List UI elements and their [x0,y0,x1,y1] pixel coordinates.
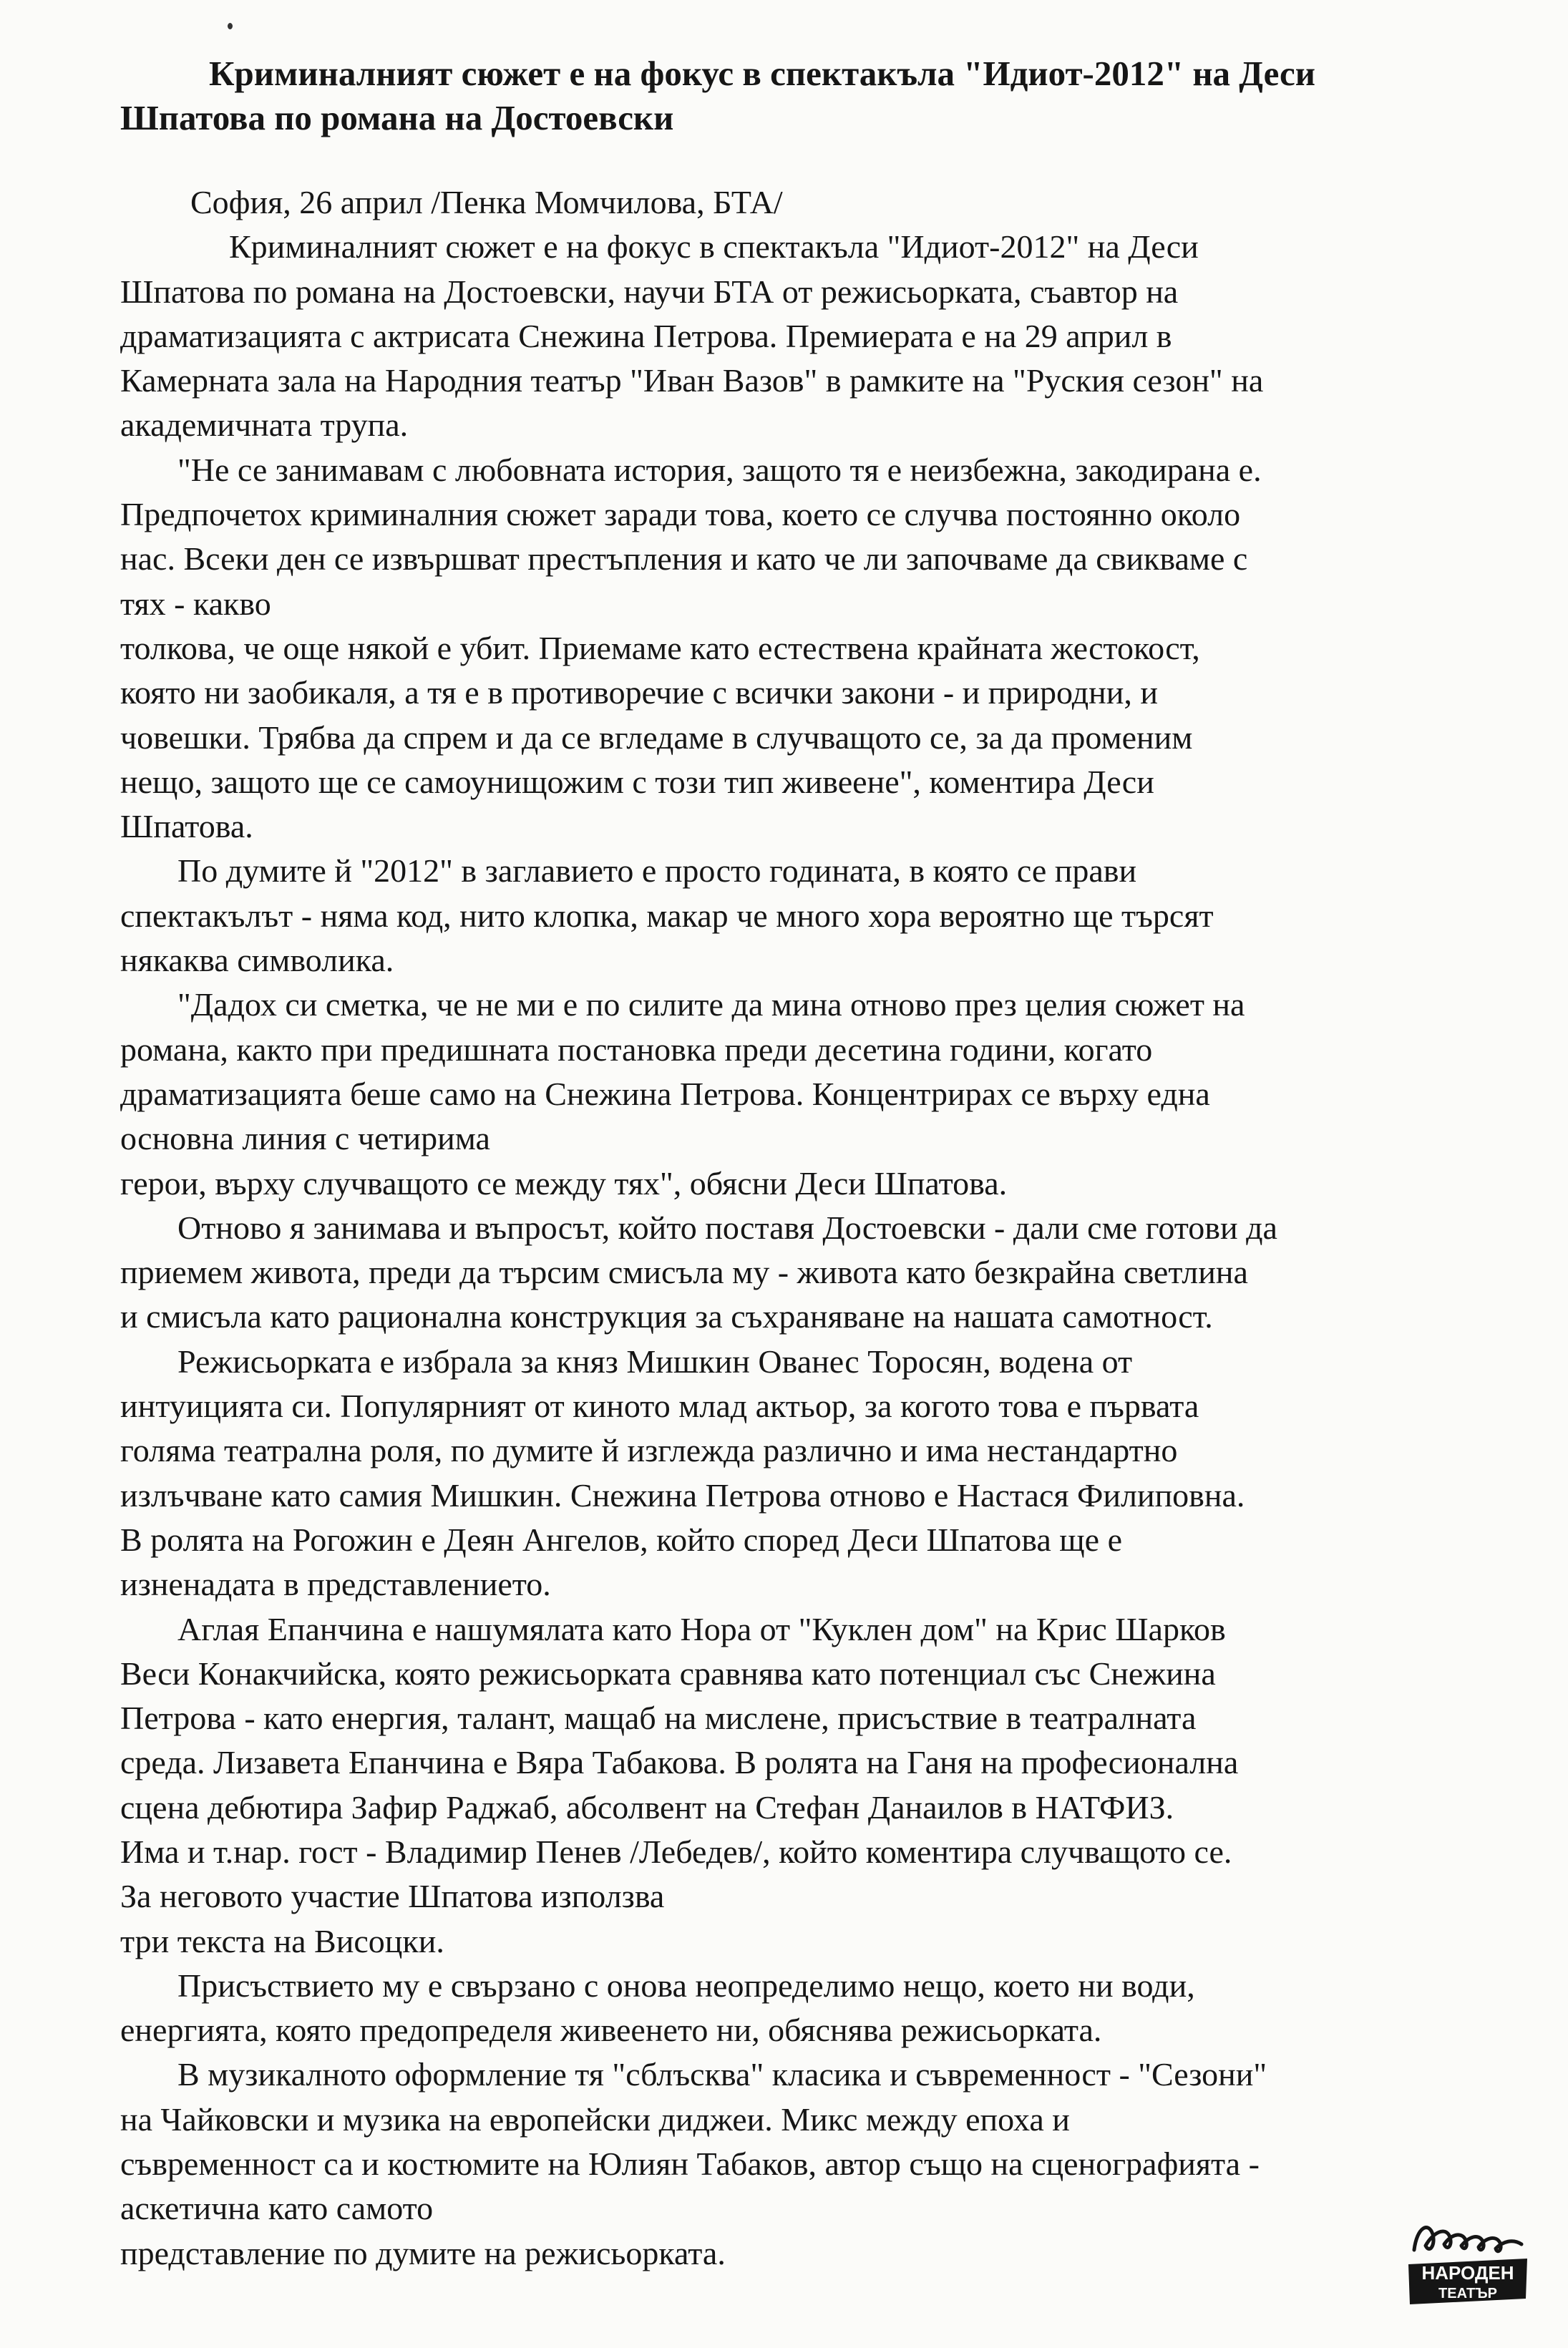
body-line: човешки. Трябва да спрем и да се вгледаме в случващото се, за да променим [120,718,1193,756]
body-line: Шпатова по романа на Достоевски, научи БТА от режисьорката, съавтор на [120,273,1179,310]
body-line: драматизацията беше само на Снежина Петрова. Концентрирах се върху една [120,1075,1210,1112]
stamp-line-2: ТЕАТЪР [1438,2286,1497,2301]
body-line: на Чайковски и музика на европейски диджеи. Микс между епоха и [120,2100,1070,2138]
dateline: София, 26 април /Пенка Момчилова, БТА/ [190,184,783,220]
body-line: три текста на Висоцки. [120,1922,444,1959]
article-body [120,180,1480,2276]
body-line: "Дадох си сметка, че не ми е по силите да мина отново през целия сюжет на [177,986,1245,1023]
body-line: представление по думите на режисьорката. [120,2234,726,2271]
theatre-logo [1404,2213,1532,2322]
body-line: нещо, защото ще се самоунищожим с този тип живеене", коментира Деси [120,763,1154,800]
body-line: интуицията си. Популярният от киното млад актьор, за когото това е първата [120,1388,1199,1425]
body-line: изненадата в представлението. [120,1566,551,1603]
body-line: Петрова - като енергия, талант, мащаб на мислене, присъствие в театралната [120,1700,1197,1737]
body-line: академичната трупа. [120,406,409,444]
headline-line-1: Криминалният сюжет е на фокус в спектакъла "Идиот-2012" на Деси [209,54,1315,93]
body-line: Има и т.нар. гост - Владимир Пенев /Лебедев/, който коментира случващото се. [120,1833,1232,1870]
body-line: Отново я занимава и въпросът, който поставя Достоевски - дали сме готови да [177,1209,1277,1246]
body-line: която ни заобикаля, а тя е в противоречие с всички закони - и природни, и [120,674,1158,711]
body-line: съвременност са и костюмите на Юлиян Табаков, автор също на сценографията - [120,2145,1260,2183]
body-line: В музикалното оформление тя "сблъсква" класика и съвременност - "Сезони" [177,2056,1267,2093]
stamp-line-1: НАРОДЕН [1421,2262,1514,2284]
body-line: По думите й "2012" в заглавието е просто годината, в която се прави [177,852,1137,890]
body-line: Шпатова. [120,808,253,845]
body-line: основна линия с четирима [120,1120,490,1157]
body-line: Камерната зала на Народния театър "Иван Вазов" в рамките на "Руския сезон" на [120,362,1264,399]
body-line: някаква символика. [120,942,394,979]
body-line: среда. Лизавета Епанчина е Вяра Табакова. В ролята на Ганя на професионална [120,1744,1239,1781]
body-line: тях - какво [120,585,271,622]
body-line: излъчване като самия Мишкин. Снежина Петрова отново е Настася Филиповна. [120,1476,1245,1514]
headline [120,52,1480,140]
body-line: аскетична като самото [120,2190,434,2227]
body-line: нас. Всеки ден се извършват престъпления и като че ли започваме да свикваме с [120,540,1248,578]
theatre-logo-graphic [1404,2213,1532,2322]
body-line: приемем живота, преди да търсим смисъла му - живота като безкрайна светлина [120,1254,1248,1291]
signature-mark [1414,2228,1521,2251]
scan-speck [228,23,233,29]
body-line: спектакълът - няма код, нито клопка, макар че много хора вероятно ще търсят [120,897,1214,934]
body-line: "Не се занимавам с любовната история, защото тя е неизбежна, закодирана е. [177,451,1262,488]
body-line: Веси Конакчийска, която режисьорката сравнява като потенциал със Снежина [120,1655,1216,1692]
body-line: В ролята на Рогожин е Деян Ангелов, който според Деси Шпатова ще е [120,1521,1123,1558]
body-line: Аглая Епанчина е нашумялата като Нора от "Куклен дом" на Крис Шарков [177,1610,1226,1647]
body-line: Режисьорката е избрала за княз Мишкин Ованес Торосян, водена от [177,1343,1133,1380]
body-line: голяма театрална роля, по думите й изглежда различно и има нестандартно [120,1432,1178,1469]
body-line: Предпочетох криминалния сюжет заради това, което се случва постоянно около [120,496,1241,533]
body-line: герои, върху случващото се между тях", обясни Деси Шпатова. [120,1164,1008,1202]
body-line: сцена дебютира Зафир Раджаб, абсолвент на Стефан Данаилов в НАТФИЗ. [120,1788,1174,1826]
headline-line-2: Шпатова по романа на Достоевски [120,98,674,137]
body-line: и смисъла като рационална конструкция за съхраняване на нашата самотност. [120,1298,1213,1335]
body-line: Присъствието му е свързано с онова неопределимо нещо, което ни води, [177,1967,1195,2004]
body-line: Криминалният сюжет е на фокус в спектакъла "Идиот-2012" на Деси [229,228,1199,266]
body-line: енергията, която предопределя живеенето ни, обяснява режисьорката. [120,2012,1102,2049]
body-line: толкова, че още някой е убит. Приемаме като естествена крайната жестокост, [120,629,1200,666]
body-line: За неговото участие Шпатова използва [120,1878,665,1915]
body-line: романа, както при предишната постановка преди десетина години, когато [120,1031,1153,1068]
body-line: драматизацията с актрисата Снежина Петрова. Премиерата е на 29 април в [120,317,1172,354]
